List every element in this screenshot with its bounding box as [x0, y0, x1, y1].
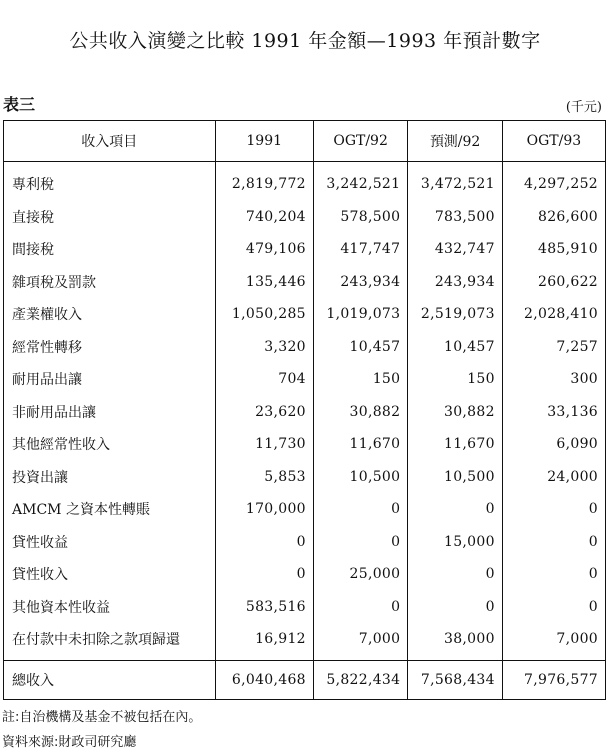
- table-row: [4, 162, 606, 201]
- value-cell: 0: [408, 558, 502, 591]
- row-label: 在付款中未扣除之款項歸還: [4, 623, 216, 660]
- document-title: 公共收入演變之比較 1991 年金額—1993 年預計數字: [69, 30, 541, 52]
- table-row: [4, 201, 606, 234]
- value-cell: 704: [215, 363, 313, 396]
- row-label: 耐用品出讓: [4, 363, 216, 396]
- row-label: 間接稅: [4, 233, 216, 266]
- value-cell: 10,457: [408, 331, 502, 364]
- table-row: [4, 363, 606, 396]
- value-cell: 25,000: [313, 558, 407, 591]
- header-cell: OGT/92: [313, 121, 407, 162]
- value-cell: 15,000: [408, 526, 502, 559]
- table-row: [4, 233, 606, 266]
- value-cell: 417,747: [313, 233, 407, 266]
- table-row: [4, 558, 606, 591]
- header-cell: 1991: [215, 121, 313, 162]
- value-cell: 6,090: [502, 428, 605, 461]
- value-cell: 0: [215, 526, 313, 559]
- total-cell: 7,568,434: [408, 660, 502, 699]
- value-cell: 783,500: [408, 201, 502, 234]
- value-cell: 3,242,521: [313, 162, 407, 201]
- value-cell: 16,912: [215, 623, 313, 660]
- source-note: 資料來源:財政司研究廳: [2, 735, 137, 750]
- value-cell: 2,028,410: [502, 298, 605, 331]
- table-row: [4, 461, 606, 494]
- value-cell: 10,457: [313, 331, 407, 364]
- value-cell: 7,000: [502, 623, 605, 660]
- value-cell: 740,204: [215, 201, 313, 234]
- value-cell: 1,050,285: [215, 298, 313, 331]
- value-cell: 150: [313, 363, 407, 396]
- value-cell: 0: [408, 591, 502, 624]
- value-cell: 11,670: [313, 428, 407, 461]
- table-row: [4, 591, 606, 624]
- unit-label: (千元): [565, 100, 602, 115]
- value-cell: 826,600: [502, 201, 605, 234]
- row-label: 貸性收益: [4, 526, 216, 559]
- row-label: 直接稅: [4, 201, 216, 234]
- header-row: [4, 121, 606, 162]
- row-label: 其他經常性收入: [4, 428, 216, 461]
- value-cell: 24,000: [502, 461, 605, 494]
- value-cell: 0: [408, 493, 502, 526]
- value-cell: 479,106: [215, 233, 313, 266]
- value-cell: 0: [215, 558, 313, 591]
- table-row: [4, 623, 606, 660]
- footnote: 註:自治機構及基金不被包括在內。: [2, 710, 202, 725]
- table-row: [4, 331, 606, 364]
- total-cell: 7,976,577: [502, 660, 605, 699]
- header-cell: OGT/93: [502, 121, 605, 162]
- row-label: 雜項稅及罰款: [4, 266, 216, 299]
- value-cell: 11,730: [215, 428, 313, 461]
- value-cell: 0: [502, 526, 605, 559]
- value-cell: 0: [313, 591, 407, 624]
- value-cell: 243,934: [313, 266, 407, 299]
- value-cell: 300: [502, 363, 605, 396]
- value-cell: 10,500: [408, 461, 502, 494]
- row-label: 專利稅: [4, 162, 216, 201]
- value-cell: 23,620: [215, 396, 313, 429]
- total-cell: 5,822,434: [313, 660, 407, 699]
- header-cell: 預測/92: [408, 121, 502, 162]
- table-row: [4, 526, 606, 559]
- value-cell: 135,446: [215, 266, 313, 299]
- table-row: [4, 298, 606, 331]
- table-row: [4, 396, 606, 429]
- value-cell: 1,019,073: [313, 298, 407, 331]
- value-cell: 7,257: [502, 331, 605, 364]
- total-cell: 6,040,468: [215, 660, 313, 699]
- value-cell: 260,622: [502, 266, 605, 299]
- value-cell: 0: [313, 526, 407, 559]
- row-label: 其他資本性收益: [4, 591, 216, 624]
- value-cell: 2,819,772: [215, 162, 313, 201]
- value-cell: 0: [502, 493, 605, 526]
- value-cell: 243,934: [408, 266, 502, 299]
- row-label: 產業權收入: [4, 298, 216, 331]
- value-cell: 0: [502, 558, 605, 591]
- value-cell: 4,297,252: [502, 162, 605, 201]
- value-cell: 38,000: [408, 623, 502, 660]
- value-cell: 0: [502, 591, 605, 624]
- table-row: [4, 493, 606, 526]
- value-cell: 3,320: [215, 331, 313, 364]
- row-label: 非耐用品出讓: [4, 396, 216, 429]
- value-cell: 5,853: [215, 461, 313, 494]
- value-cell: 578,500: [313, 201, 407, 234]
- value-cell: 30,882: [408, 396, 502, 429]
- row-label: 經常性轉移: [4, 331, 216, 364]
- value-cell: 7,000: [313, 623, 407, 660]
- table-body: [4, 162, 606, 661]
- table-row: [4, 428, 606, 461]
- value-cell: 30,882: [313, 396, 407, 429]
- value-cell: 150: [408, 363, 502, 396]
- value-cell: 10,500: [313, 461, 407, 494]
- row-label: 投資出讓: [4, 461, 216, 494]
- row-label: 貸性收入: [4, 558, 216, 591]
- value-cell: 170,000: [215, 493, 313, 526]
- value-cell: 583,516: [215, 591, 313, 624]
- revenue-table: [3, 120, 606, 700]
- total-row: [4, 660, 606, 699]
- header-cell: 收入項目: [4, 121, 216, 162]
- value-cell: 33,136: [502, 396, 605, 429]
- value-cell: 11,670: [408, 428, 502, 461]
- table-label: 表三: [3, 95, 36, 114]
- value-cell: 485,910: [502, 233, 605, 266]
- total-label: 總收入: [4, 660, 216, 699]
- row-label: AMCM 之資本性轉賬: [4, 493, 216, 526]
- table-row: [4, 266, 606, 299]
- value-cell: 2,519,073: [408, 298, 502, 331]
- value-cell: 432,747: [408, 233, 502, 266]
- value-cell: 0: [313, 493, 407, 526]
- value-cell: 3,472,521: [408, 162, 502, 201]
